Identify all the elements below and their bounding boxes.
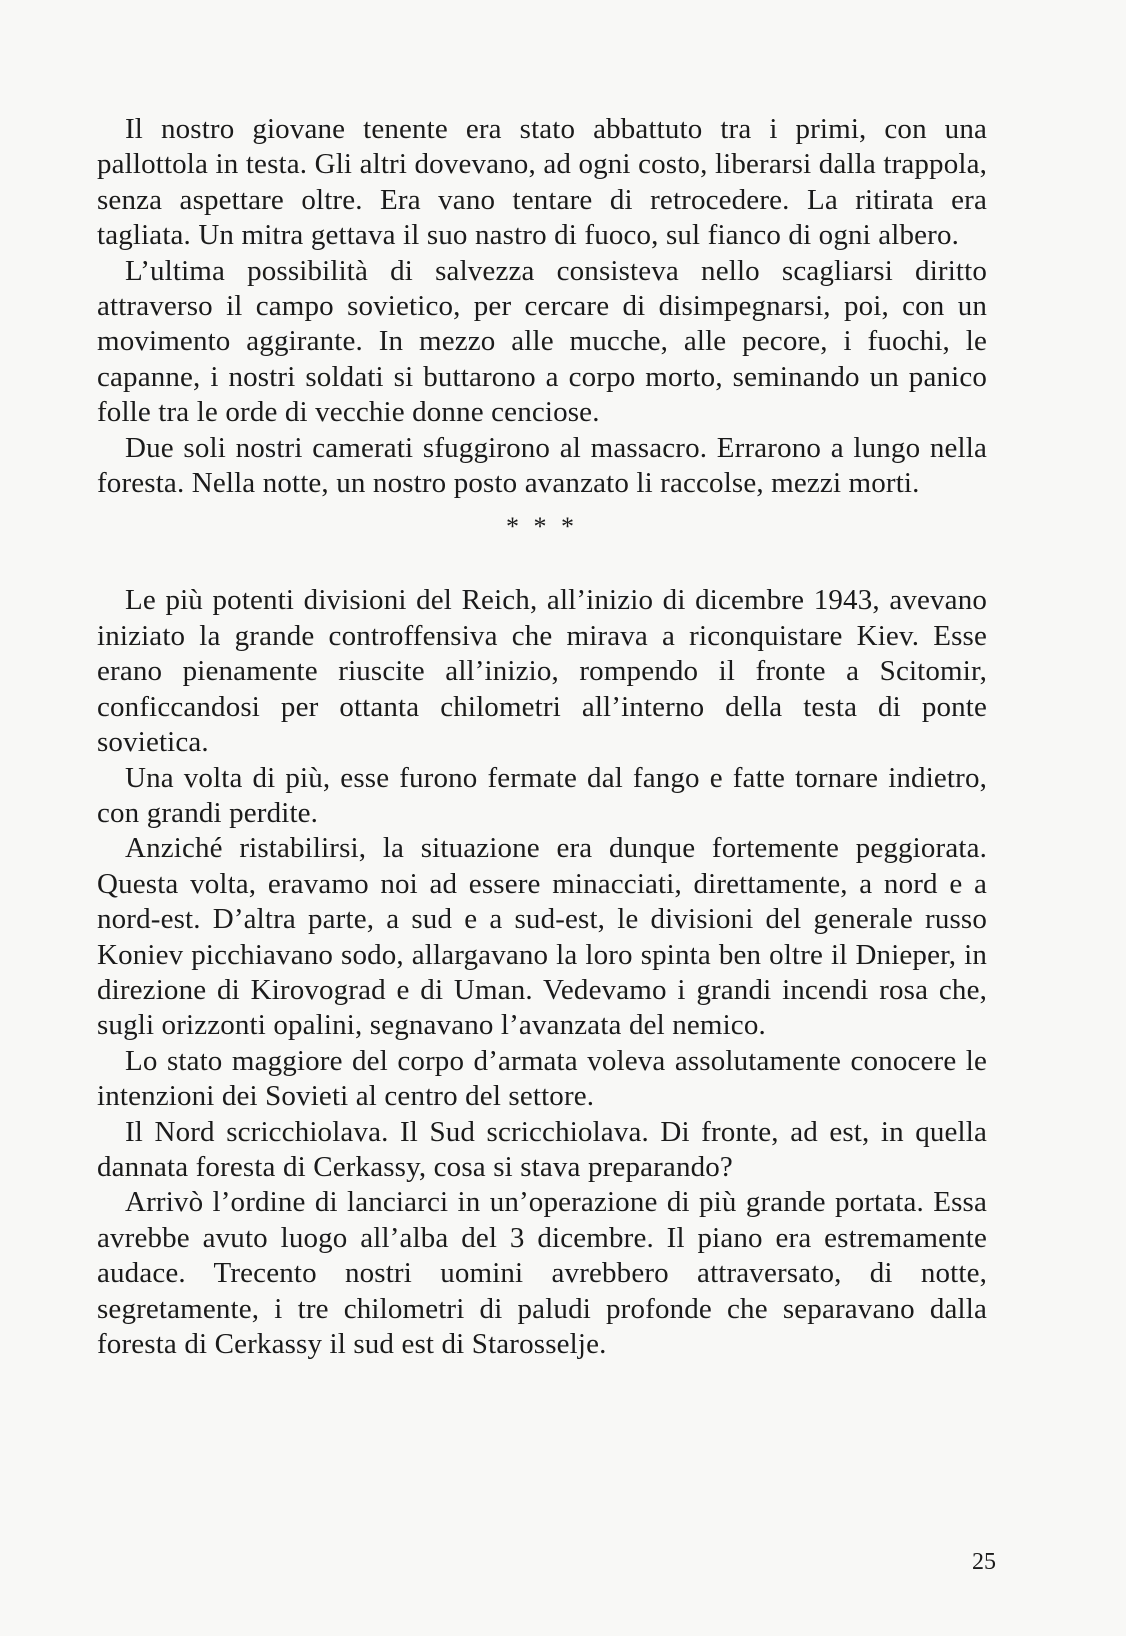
- paragraph-7: Lo stato maggiore del corpo d’armata voleva assolutamente conocere le intenzioni dei Sovieti al centro del settore.: [97, 1044, 987, 1113]
- paragraph-8: Il Nord scricchiolava. Il Sud scricchiolava. Di fronte, ad est, in quella dannata foresta di Cerkassy, cosa si stava preparando?: [97, 1115, 987, 1183]
- paragraph-2: L’ultima possibilità di salvezza consisteva nello scagliarsi diritto attraverso il campo sovietico, per cercare di disimpegnarsi, poi, con un movimento aggirante. In mezzo alle mucche, alle pecore, i fuochi, le capanne, i nostri soldati si buttarono a corpo morto, seminando un panico folle tra le orde di vecchie donne cenciose.: [97, 254, 987, 429]
- page-number: 25: [972, 1549, 996, 1575]
- paragraph-6: Anziché ristabilirsi, la situazione era dunque fortemente peggiorata. Questa volta, eravamo noi ad essere minacciati, direttamente, a nord e a nord-est. D’altra parte, a sud e a sud-est, le divisioni del generale russo Koniev picchiavano sodo, allargavano la loro spinta ben oltre il Dnieper, in direzione di Kirovograd e di Uman. Vedevamo i grandi incendi rosa che, sugli orizzonti opalini, segnavano l’avanzata del nemico.: [97, 832, 987, 1042]
- paragraph-1: Il nostro giovane tenente era stato abbattuto tra i primi, con una pallottola in testa. Gli altri dovevano, ad ogni costo, liberarsi dalla trappola, senza aspettare oltre. Era vano tentare di retrocedere. La ritirata era tagliata. Un mitra gettava il suo nastro di fuoco, sul fianco di ogni albero.: [97, 113, 987, 252]
- paragraph-3: Due soli nostri camerati sfuggirono al massacro. Errarono a lungo nella foresta. Nella notte, un nostro posto avanzato li raccolse, mezzi morti.: [97, 431, 987, 500]
- paragraph-5: Una volta di più, esse furono fermate dal fango e fatte tornare indietro, con grandi perdite.: [97, 761, 987, 829]
- page-body: [97, 112, 987, 1362]
- section-separator: * * *: [506, 512, 578, 542]
- paragraph-9: Arrivò l’ordine di lanciarci in un’operazione di più grande portata. Essa avrebbe avuto luogo all’alba del 3 dicembre. Il piano era estremamente audace. Trecento nostri uomini avrebbero attraversato, di notte, segretamente, i tre chilometri di paludi profonde che separavano dalla foresta di Cerkassy il sud est di Starosselje.: [97, 1186, 987, 1360]
- paragraph-4: Le più potenti divisioni del Reich, all’inizio di dicembre 1943, avevano iniziato la grande controffensiva che mirava a riconquistare Kiev. Esse erano pienamente riuscite all’inizio, rompendo il fronte a Scitomir, conficcandosi per ottanta chilometri all’interno della testa di ponte sovietica.: [97, 584, 987, 759]
